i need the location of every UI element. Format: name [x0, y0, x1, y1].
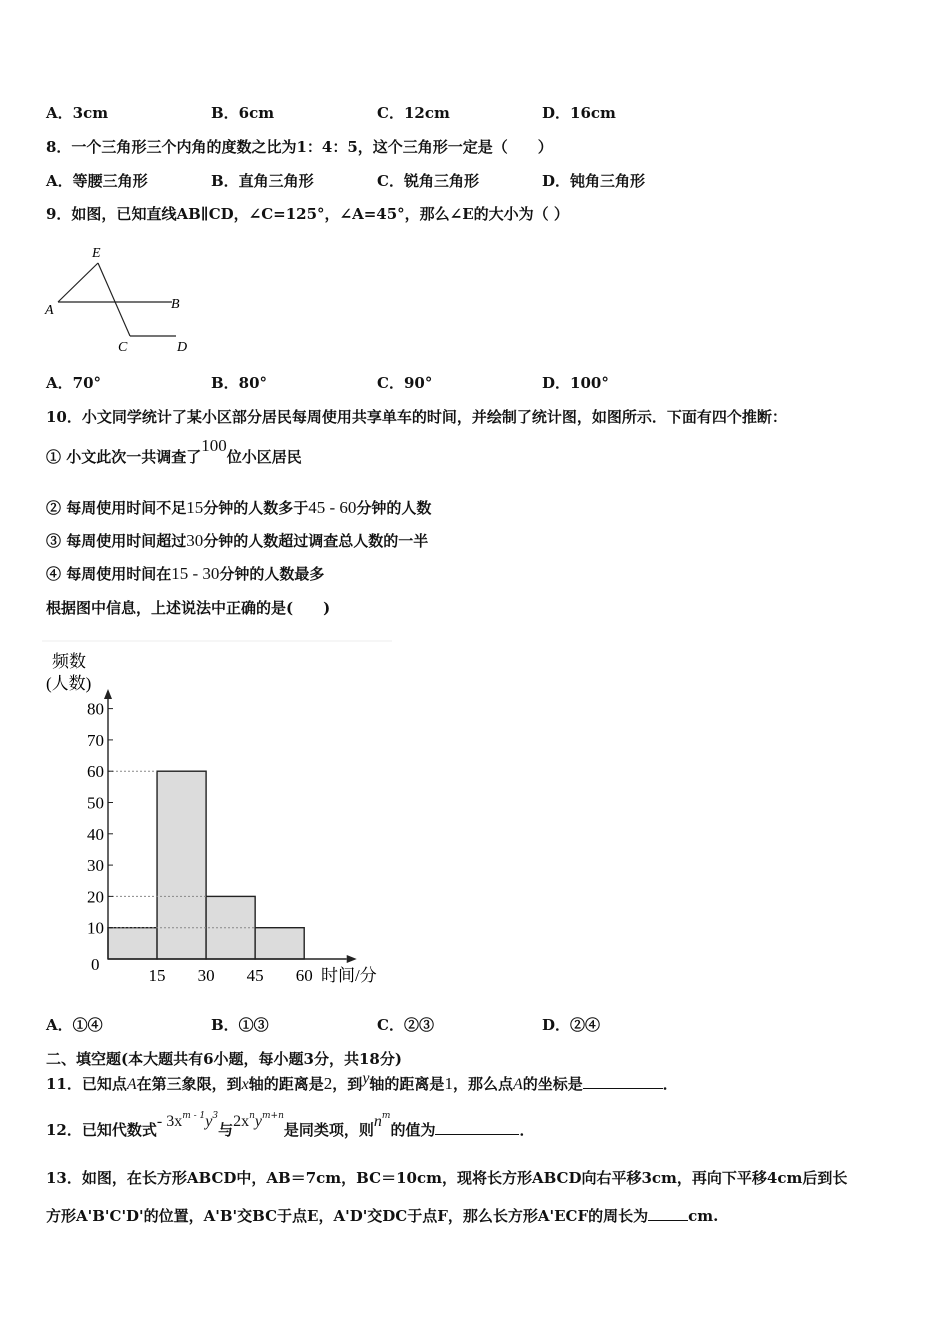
q10-option-c: C．②③ [377, 1016, 434, 1034]
q12-term2-exp2: m+n [262, 1111, 284, 1121]
y-tick-label-50: 50 [87, 793, 104, 813]
q10-statement-3 [46, 530, 428, 551]
y-tick-label-20: 20 [87, 887, 104, 907]
q12-term1-coef: - 3x [156, 1113, 183, 1130]
q10-question: 根据图中信息，上述说法中正确的是( ) [46, 599, 331, 617]
label-d: D [177, 340, 188, 355]
q10-s4-post: 分钟的人数最多 [219, 565, 325, 583]
q12-n: n [373, 1113, 382, 1130]
q12-term2-coef: 2x [233, 1113, 250, 1130]
y-tick-label-40: 40 [87, 824, 104, 844]
histogram-y-ticks [87, 700, 113, 938]
q7-options [46, 102, 746, 124]
histogram-x-ticks [149, 966, 313, 985]
label-b: B [171, 297, 180, 312]
segment-ec [98, 263, 130, 336]
q11-t1: 在第三象限，到 [136, 1075, 242, 1093]
q13-line-1: 13．如图，在长方形ABCD中，AB＝7cm，BC＝10cm，现将长方形ABCD向右平移3cm，再向下平移4cm后到长 [46, 1169, 848, 1187]
q10-stem: 10．小文同学统计了某小区部分居民每周使用共享单车的时间，并绘制了统计图，如图所示．下面有四个推断： [46, 408, 787, 426]
q7-option-b: B．6cm [211, 104, 275, 122]
q11-n1: 1 [444, 1074, 453, 1093]
q10-statement-1 [46, 436, 302, 467]
x-axis-arrow [347, 955, 357, 963]
q9-figure [40, 240, 200, 358]
histogram-bar-4 [255, 928, 304, 959]
q9-option-d: D．100° [542, 374, 609, 392]
section-2-heading: 二、填空题(本大题共有6小题，每小题3分，共18分) [46, 1050, 402, 1068]
q10-statement-2 [46, 497, 431, 518]
y-axis-label-2: (人数) [46, 674, 92, 693]
label-e: E [92, 246, 101, 261]
q12-answer-blank[interactable] [435, 1134, 519, 1135]
q11-t6: 的坐标是 [522, 1075, 583, 1093]
q12-term2-exp1: n [249, 1111, 255, 1121]
q11-point-a: A [126, 1076, 137, 1093]
y-tick-label-30: 30 [87, 856, 104, 876]
q10-option-d: D．②④ [542, 1016, 601, 1034]
q10-s1-num: 100 [201, 436, 227, 455]
segment-ae [58, 263, 98, 302]
q9-stem: 9．如图，已知直线AB∥CD，∠C=125°，∠A=45°，那么∠E的大小为（ ） [46, 205, 569, 223]
q11-t5: ，那么点 [452, 1075, 513, 1093]
q10-s4-pre: ④ 每周使用时间在 [46, 565, 172, 583]
x-tick-label-60: 60 [295, 966, 313, 985]
q8-option-d: D．钝角三角形 [542, 172, 646, 190]
x-tick-label-30: 30 [197, 966, 215, 985]
q12-term1-y: y [205, 1113, 213, 1130]
y-tick-label-70: 70 [87, 730, 104, 750]
q10-s3-pre: ③ 每周使用时间超过 [46, 532, 187, 550]
q11-answer-blank[interactable] [583, 1088, 663, 1089]
q10-s2-post: 分钟的人数 [356, 499, 432, 517]
label-c: C [118, 340, 128, 355]
q10-s1-post: 位小区居民 [226, 448, 302, 466]
q11-y: y [362, 1070, 370, 1087]
q9-option-a: A．70° [46, 374, 102, 392]
q10-s1-pre: ① 小文此次一共调查了 [46, 448, 202, 466]
x-tick-label-15: 15 [148, 966, 166, 985]
y-tick-label-10: 10 [87, 918, 104, 938]
y-axis-label-1: 频数 [52, 652, 86, 671]
q12-pre: 12．已知代数式 [46, 1121, 157, 1139]
q11-n2: 2 [323, 1074, 333, 1093]
q11-t4: 轴的距离是 [369, 1075, 445, 1093]
origin-label: 0 [91, 955, 100, 974]
q10-option-a: A．①④ [46, 1016, 103, 1034]
q11-end: ． [662, 1075, 678, 1093]
q10-s4-num: 15 - 30 [171, 564, 220, 583]
histogram-bars [108, 771, 304, 959]
histogram-bar-2 [157, 771, 206, 959]
histogram-chart [42, 640, 392, 998]
q9-options [46, 372, 746, 394]
histogram-bar-1 [108, 928, 157, 959]
q10-s2-num2: 45 - 60 [308, 498, 357, 517]
q7-option-c: C．12cm [377, 104, 450, 122]
q10-option-b: B．①③ [211, 1016, 269, 1034]
q12-term2-y: y [254, 1113, 262, 1130]
q13-line-2-unit: cm. [688, 1207, 719, 1225]
q12-mid: 与 [218, 1121, 234, 1139]
y-tick-label-80: 80 [87, 699, 104, 719]
q10-s3-num: 30 [186, 531, 204, 550]
q10-s3-post: 分钟的人数超过调查总人数的一半 [203, 532, 429, 550]
q12-term1-exp1: m - 1 [182, 1111, 206, 1121]
q12-end: ． [519, 1121, 535, 1139]
q13-line-2-text: 方形A'B'C'D'的位置，A'B'交BC于点E，A'D'交DC于点F，那么长方形A'ECF的周长为 [46, 1207, 649, 1225]
q7-option-d: D．16cm [542, 104, 616, 122]
q10-options [46, 1014, 746, 1036]
q13-line-2 [46, 1205, 718, 1226]
q10-statement-4 [46, 563, 324, 584]
q8-option-c: C．锐角三角形 [377, 172, 479, 190]
q13-answer-blank[interactable] [648, 1220, 688, 1221]
q12-term1 [157, 1112, 218, 1130]
q10-s2-num1: 15 [186, 498, 204, 517]
q9-option-b: B．80° [211, 374, 268, 392]
y-tick-label-60: 60 [87, 762, 104, 782]
q12-term1-exp2: 3 [212, 1111, 219, 1121]
q11-point-a-2: A [512, 1076, 523, 1093]
q12-nm [374, 1112, 391, 1130]
y-axis-arrow [104, 689, 112, 699]
x-tick-label-45: 45 [246, 966, 264, 985]
q8-option-a: A．等腰三角形 [46, 172, 148, 190]
q11 [46, 1070, 678, 1094]
q8-stem: 8．一个三角形三个内角的度数之比为1：4：5，这个三角形一定是（ ） [46, 138, 553, 156]
q12-term2 [233, 1112, 284, 1130]
label-a: A [45, 303, 54, 318]
q8-option-b: B．直角三角形 [211, 172, 314, 190]
q12-post2: 的值为 [390, 1121, 436, 1139]
q7-option-a: A．3cm [46, 104, 109, 122]
q11-pre: 11．已知点 [46, 1075, 127, 1093]
q11-t2: 轴的距离是 [248, 1075, 324, 1093]
q12-m: m [381, 1111, 391, 1121]
q12 [46, 1111, 535, 1140]
q11-t3: ，到 [332, 1075, 363, 1093]
q10-s2-mid: 分钟的人数多于 [203, 499, 309, 517]
q12-post: 是同类项，则 [283, 1121, 374, 1139]
x-axis-label: 时间/分 [321, 966, 377, 985]
q10-s2-pre: ② 每周使用时间不足 [46, 499, 187, 517]
q9-option-c: C．90° [377, 374, 433, 392]
q11-x: x [241, 1076, 249, 1093]
q8-options [46, 170, 746, 192]
